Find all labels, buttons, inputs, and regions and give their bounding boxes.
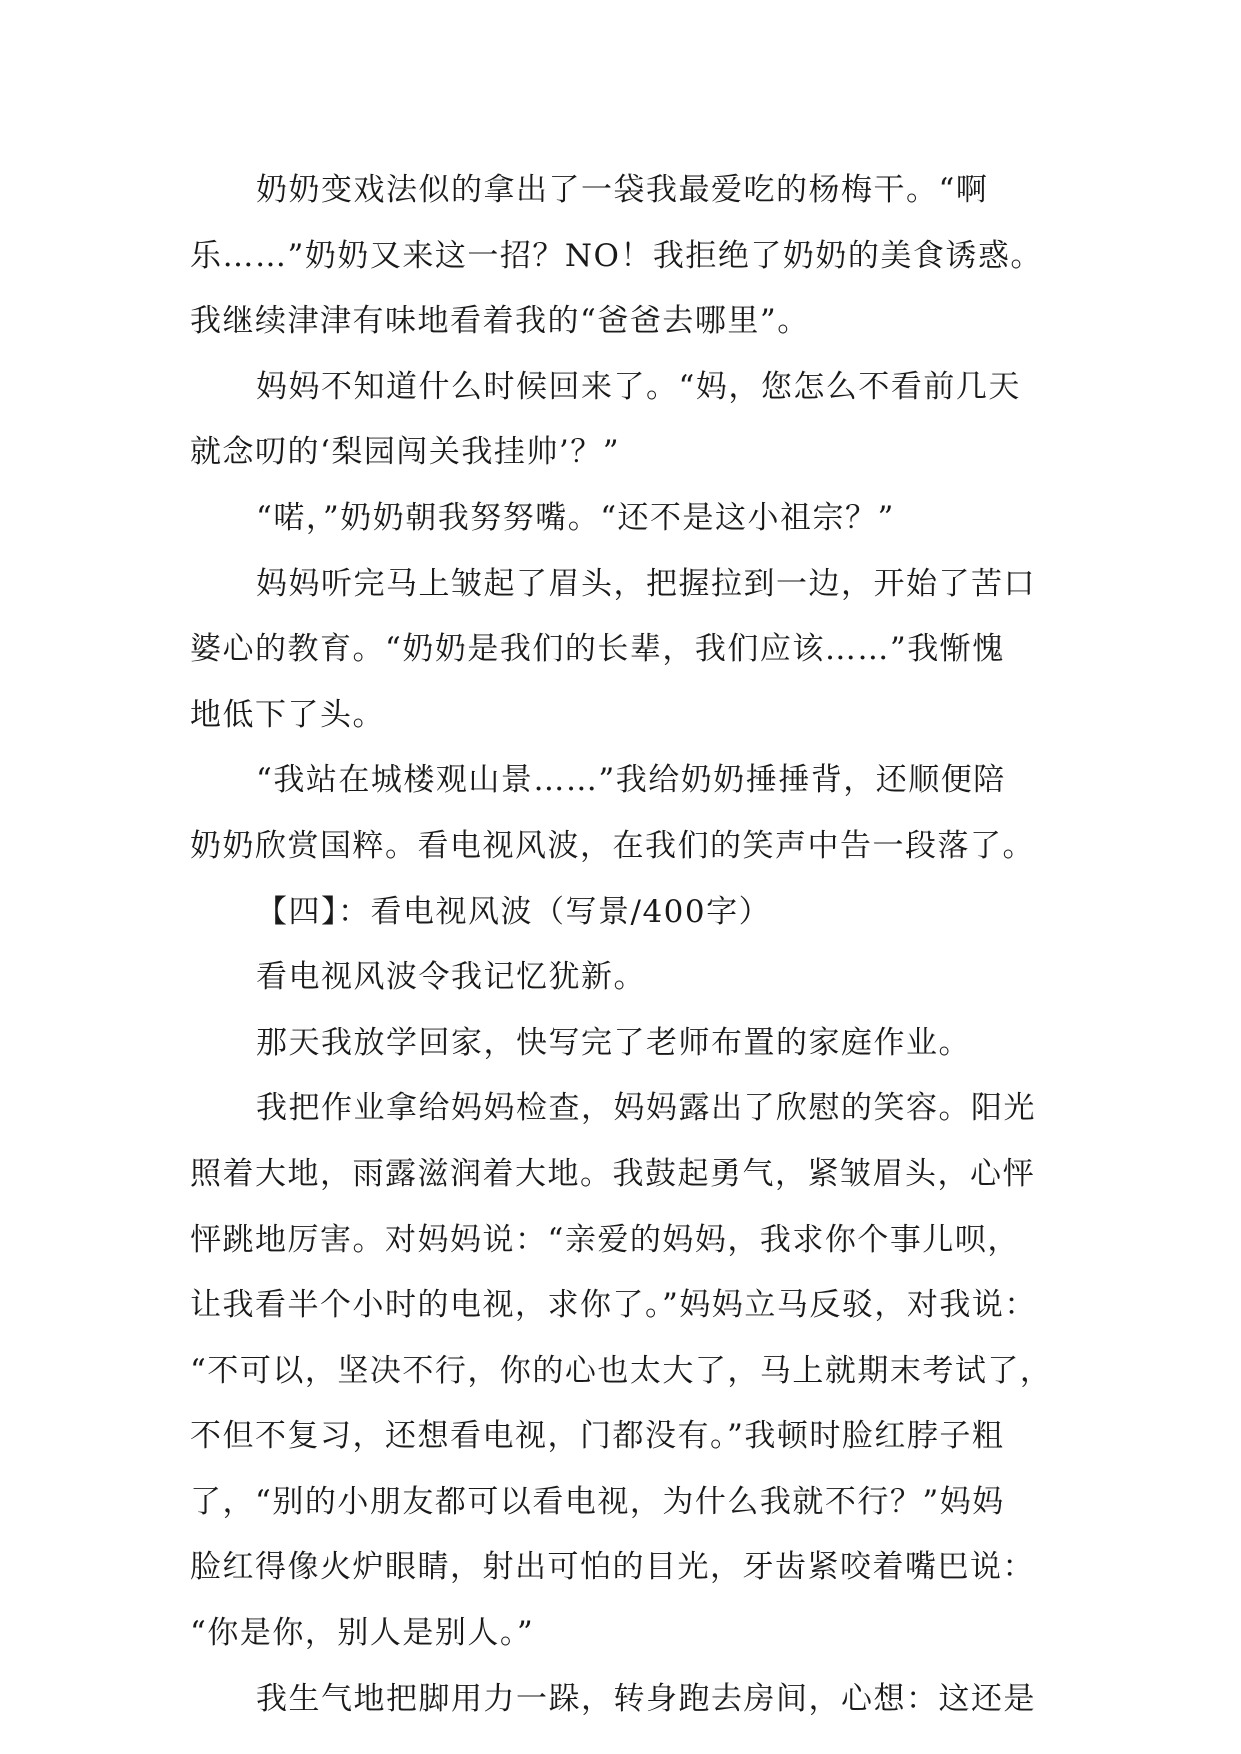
text-line: 妈妈听完马上皱起了眉头，把握拉到一边，开始了苦口 bbox=[256, 565, 1036, 602]
text-line: 脸红得像火炉眼睛，射出可怕的目光，牙齿紧咬着嘴巴说： bbox=[190, 1549, 1035, 1586]
text-line: 看电视风波令我记忆犹新。 bbox=[256, 959, 646, 996]
text-line: 妈妈不知道什么时候回来了。“妈，您怎么不看前几天 bbox=[256, 368, 1021, 405]
text-line: “喏，”奶奶朝我努努嘴。“还不是这小祖宗？” bbox=[256, 499, 895, 536]
text-line: 乐……”奶奶又来这一招？NO！我拒绝了奶奶的美食诱惑。 bbox=[190, 237, 1043, 274]
text-line: “你是你，别人是别人。” bbox=[190, 1615, 535, 1652]
text-line: 让我看半个小时的电视，求你了。”妈妈立马反驳，对我说： bbox=[190, 1287, 1037, 1324]
text-line: 奶奶变戏法似的拿出了一袋我最爱吃的杨梅干。“啊 bbox=[256, 172, 989, 208]
text-line: 婆心的教育。“奶奶是我们的长辈，我们应该……”我惭愧 bbox=[190, 631, 1005, 668]
text-line: “我站在城楼观山景……”我给奶奶捶捶背，还顺便陪 bbox=[256, 762, 1006, 799]
text-line: “不可以，坚决不行，你的心也太大了，马上就期末考试了， bbox=[190, 1352, 1053, 1389]
text-line: 我把作业拿给妈妈检查，妈妈露出了欣慰的笑容。阳光 bbox=[256, 1090, 1036, 1127]
text-line: 就念叨的‘梨园闯关我挂帅’？” bbox=[190, 434, 621, 471]
text-line: 地低下了头。 bbox=[190, 696, 385, 733]
text-line: 怦跳地厉害。对妈妈说：“亲爱的妈妈，我求你个事儿呗， bbox=[190, 1221, 1020, 1258]
text-line: 了，“别的小朋友都可以看电视，为什么我就不行？”妈妈 bbox=[190, 1483, 1005, 1520]
document-body bbox=[190, 158, 1090, 1732]
text-line: 那天我放学回家，快写完了老师布置的家庭作业。 bbox=[256, 1024, 971, 1061]
text-line: 不但不复习，还想看电视，门都没有。”我顿时脸红脖子粗 bbox=[190, 1418, 1005, 1455]
text-line: 我生气地把脚用力一跺，转身跑去房间，心想：这还是 bbox=[256, 1680, 1036, 1717]
text-line: 照着大地，雨露滋润着大地。我鼓起勇气，紧皱眉头，心怦 bbox=[190, 1155, 1035, 1192]
section-heading: 【四】：看电视风波（写景/400字） bbox=[256, 893, 772, 930]
text-line: 我继续津津有味地看着我的“爸爸去哪里”。 bbox=[190, 303, 810, 340]
text-line: 奶奶欣赏国粹。看电视风波，在我们的笑声中告一段落了。 bbox=[190, 827, 1035, 864]
